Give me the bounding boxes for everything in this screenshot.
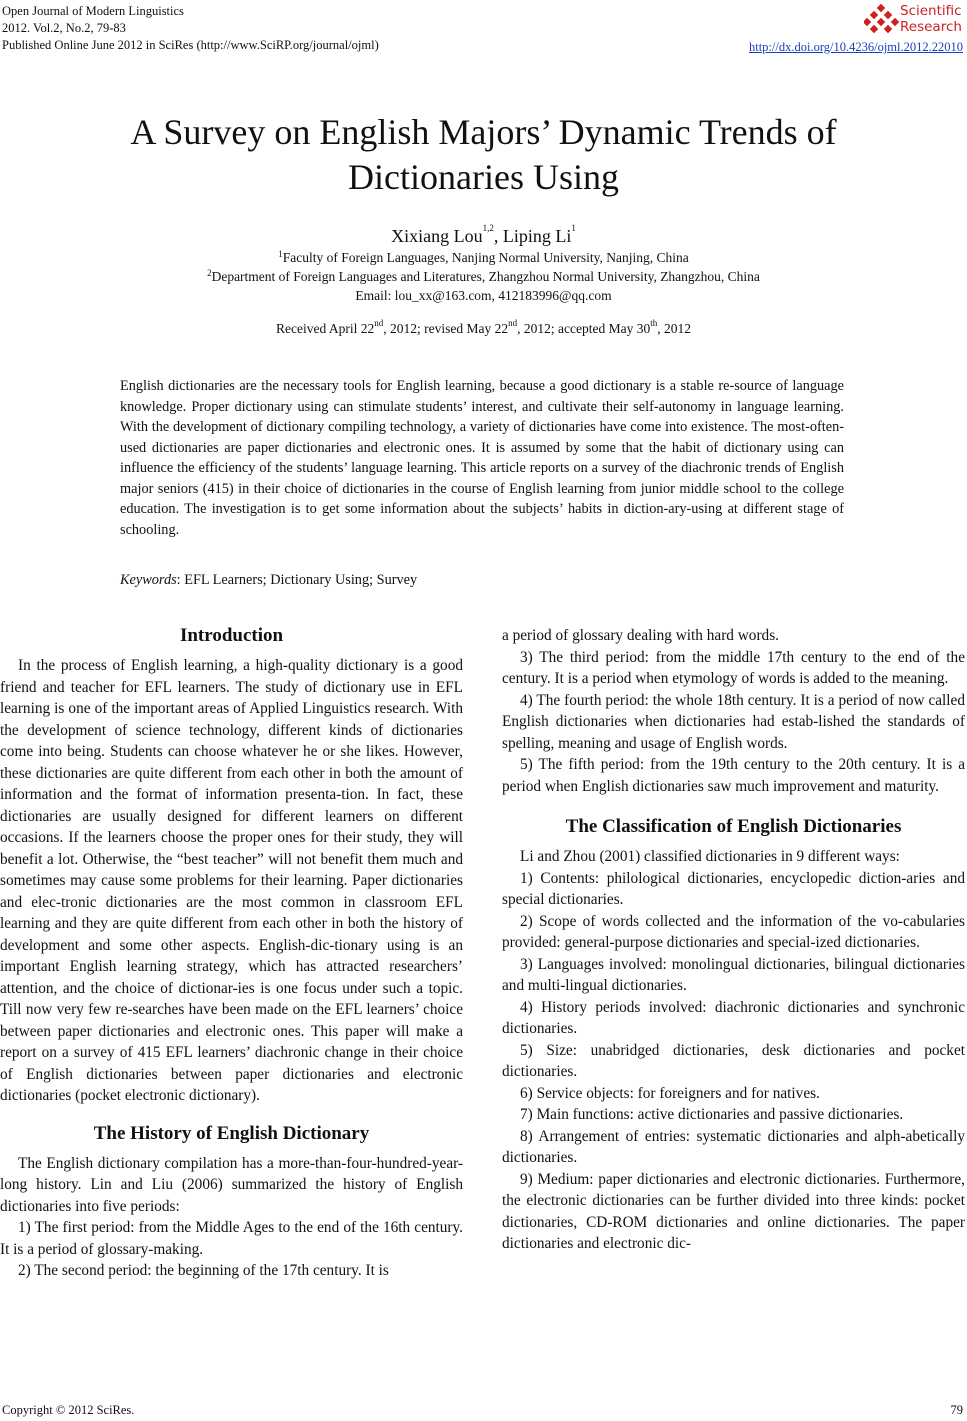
history-paragraph-5: 4) The fourth period: the whole 18th century. It is a period of now called English dictionaries when dictionaries had estab-lished the standards of spelling, meaning and usage of English words.	[502, 691, 965, 752]
title-line-1: A Survey on English Majors’ Dynamic Trends of	[130, 112, 837, 152]
received-part-3: , 2012; accepted May 30	[517, 321, 651, 336]
logo-text-scientific: Scientific	[900, 3, 962, 19]
received-dates	[0, 318, 967, 337]
classification-item-3: 3) Languages involved: monolingual dictionaries, bilingual dictionaries and multi-lingual dictionaries.	[502, 955, 965, 994]
history-paragraph-4: 3) The third period: from the middle 17th century to the end of the century. It is a period when etymology of words is added to the meaning.	[502, 648, 965, 687]
publisher-logo	[864, 2, 964, 38]
affiliation-2	[0, 267, 967, 286]
author-1-affiliation-mark: 1,2	[482, 223, 494, 233]
right-column	[502, 625, 965, 1255]
classification-item-6: 6) Service objects: for foreigners and for natives.	[520, 1084, 820, 1102]
affiliation-2-mark: 2	[207, 268, 212, 278]
intro-paragraph: In the process of English learning, a high-quality dictionary is a good friend and teacher for EFL learners. The study of dictionary use in EFL learning is one of the important areas of Applied Linguistics research. With the development of science technology, different kinds of dictionaries come into being. Students can choose whatever he or she likes. However, these dictionaries are quite different from each other in both the amount of information and the format of information presenta-tion. In fact, these dictionaries are usually designed for different learners on different occasions. If the learners choose the proper ones for their study, they will benefit a lot. Otherwise, the “best teacher” will not benefit them much and sometimes may cause some problems for their learning. Paper dictionaries and elec-tronic dictionaries are the most common in classroom EFL learning and they are quite different from each other in both the history of development and some other aspects. English-dic-tionary using is an important English learning strategy, which has attracted researchers’ attention, and the choice of dictionar-ies is one focus under such a topic. Till now very few re-searches have been made on the EFL learners’ choice between paper dictionaries and electronic ones. This paper will make a report on a survey of 415 EFL learners’ diachronic change in their choice of English dictionaries between paper dictionaries and electronic dictionaries (pocket electronic dictionary).	[0, 657, 463, 1104]
title-line-2: Dictionaries Using	[348, 157, 619, 197]
journal-published: Published Online June 2012 in SciRes (http://www.SciRP.org/journal/ojml)	[2, 38, 379, 52]
keywords-text: : EFL Learners; Dictionary Using; Survey	[176, 572, 418, 588]
classification-item-7: 7) Main functions: active dictionaries and passive dictionaries.	[520, 1106, 904, 1123]
journal-name: Open Journal of Modern Linguistics	[2, 4, 184, 18]
classification-item-9: 9) Medium: paper dictionaries and electronic dictionaries. Furthermore, the electronic dictionaries can be further divided into three kinds: pocket dictionaries, CD-ROM dictionaries and online dictionaries. The paper dictionaries and electronic dic-	[502, 1170, 965, 1252]
author-email: Email: lou_xx@163.com, 412183996@qq.com	[355, 288, 612, 303]
journal-info	[2, 3, 379, 54]
affiliation-2-text: Department of Foreign Languages and Literatures, Zhangzhou Normal University, Zhangzhou, China	[211, 269, 760, 284]
copyright-notice: Copyright © 2012 SciRes.	[2, 1403, 135, 1417]
section-heading-history: The History of English Dictionary	[93, 1122, 370, 1144]
history-paragraph-6: 5) The fifth period: from the 19th century to the 20th century. It is a period when English dictionaries saw much improvement and maturity.	[502, 756, 965, 795]
classification-item-8: 8) Arrangement of entries: systematic dictionaries and alph-abetically dictionaries.	[502, 1127, 965, 1166]
logo-dots-icon	[864, 4, 900, 36]
keywords	[120, 572, 417, 589]
classification-item-2: 2) Scope of words collected and the information of the vo-cabularies provided: general-purpose dictionaries and special-ized dictionaries.	[502, 912, 965, 951]
affiliation-1-text: Faculty of Foreign Languages, Nanjing Normal University, Nanjing, China	[282, 250, 689, 265]
affiliation-1-mark: 1	[278, 249, 283, 259]
received-part-2: , 2012; revised May 22	[383, 321, 509, 336]
page-number: 79	[950, 1403, 963, 1417]
history-paragraph-3-continued: a period of glossary dealing with hard words.	[502, 627, 779, 644]
section-heading-classification: The Classification of English Dictionaries	[565, 816, 902, 837]
author-separator: ,	[493, 226, 503, 246]
history-paragraph-3: 2) The second period: the beginning of the 17th century. It is	[18, 1262, 389, 1279]
left-column	[0, 624, 463, 1282]
paper-title	[0, 110, 967, 200]
received-part-4: , 2012	[657, 321, 691, 336]
author-list	[0, 223, 967, 247]
received-sup-3: th	[650, 318, 658, 328]
received-part-1: Received April 22	[276, 321, 375, 336]
author-2: Liping Li	[502, 226, 572, 246]
abstract: English dictionaries are the necessary tools for English learning, because a good dictionary is a stable re-source of language knowledge. Proper dictionary using can stimulate students’ interest, and cultivate their self-autonomy in language learning. With the development of dictionary compiling technology, a variety of dictionaries have come into existence. The most-often-used dictionaries are paper dictionaries and electronic ones. It is assumed by some that the habit of dictionary using can influence the efficiency of the students’ language learning. This article reports on a survey of the diachronic trends of English major seniors (415) in their choice of dictionaries in the course of English learning from junior middle school to the college education. The investigation is to get some information about the subjects’ habits in diction-ary-using at different stage of schooling.	[120, 378, 844, 538]
author-1: Xixiang Lou	[391, 226, 483, 246]
section-heading-introduction: Introduction	[179, 625, 284, 646]
affiliation-1	[0, 248, 967, 267]
keywords-label: Keywords	[120, 572, 177, 588]
doi-link[interactable]: http://dx.doi.org/10.4236/ojml.2012.22010	[748, 40, 963, 54]
received-sup-2: nd	[508, 318, 518, 328]
classification-item-5: 5) Size: unabridged dictionaries, desk dictionaries and pocket dictionaries.	[502, 1041, 965, 1080]
history-paragraph-2: 1) The first period: from the Middle Ages to the end of the 16th century. It is a period of glossary-making.	[0, 1219, 463, 1258]
classification-intro: Li and Zhou (2001) classified dictionaries in 9 different ways:	[520, 848, 900, 865]
classification-item-4: 4) History periods involved: diachronic dictionaries and synchronic dictionaries.	[502, 998, 965, 1037]
history-paragraph-1: The English dictionary compilation has a more-than-four-hundred-year-long history. Lin and Liu (2006) summarized the history of English dictionaries into five periods:	[0, 1154, 463, 1215]
author-2-affiliation-mark: 1	[571, 223, 576, 233]
logo-text-research: Research	[900, 19, 962, 35]
classification-item-1: 1) Contents: philological dictionaries, encyclopedic diction-aries and special dictionaries.	[502, 869, 965, 908]
received-sup-1: nd	[374, 318, 384, 328]
journal-volume: 2012. Vol.2, No.2, 79-83	[2, 21, 126, 35]
